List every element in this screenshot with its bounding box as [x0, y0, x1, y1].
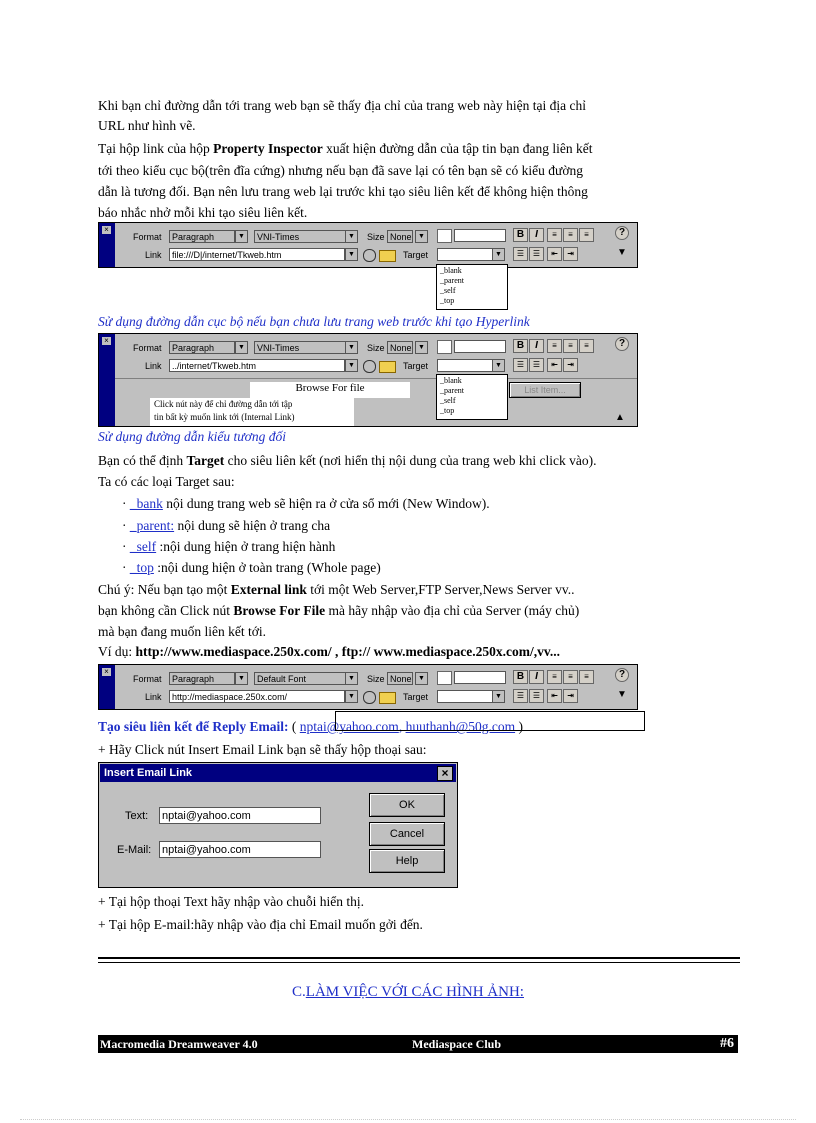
format-select[interactable]: Paragraph [169, 341, 235, 354]
ordered-list-icon[interactable]: ☰ [529, 689, 544, 703]
format-label: Format [133, 232, 162, 242]
intro-line-2: URL như hình vẽ. [98, 118, 196, 133]
target-option[interactable]: _blank [440, 266, 462, 275]
size-select[interactable]: None [387, 230, 413, 243]
cancel-button[interactable]: Cancel [369, 822, 445, 846]
list-item-button[interactable]: List Item... [509, 382, 581, 398]
email-frame [335, 711, 645, 731]
intro-line-3: Tại hộp link của hộp Property Inspector xuất hiện đường dẫn của tập tin bạn đang liên kết [98, 141, 593, 156]
external-line-3: mà bạn đang muốn liên kết tới. [98, 624, 266, 639]
chevron-down-icon[interactable]: ▼ [492, 690, 505, 703]
link-input[interactable]: ../internet/Tkweb.htm [169, 359, 345, 372]
unordered-list-icon[interactable]: ☰ [513, 689, 528, 703]
size-label: Size [367, 232, 385, 242]
email-link-2[interactable]: huuthanh@50g.com [405, 719, 516, 734]
link-label: Link [145, 692, 162, 702]
link-input[interactable]: http://mediaspace.250x.com/ [169, 690, 345, 703]
target-label: Target [403, 361, 429, 371]
target-option[interactable]: _self [440, 396, 456, 405]
format-label: Format [133, 674, 162, 684]
chevron-down-icon[interactable]: ▼ [415, 230, 428, 243]
section-heading: C.LÀM VIỆC VỚI CÁC HÌNH ẢNH: [292, 984, 524, 1000]
unordered-list-icon[interactable]: ☰ [513, 247, 528, 261]
chevron-down-icon[interactable]: ▼ [235, 672, 248, 685]
target-label: Target [403, 692, 429, 702]
chevron-down-icon[interactable]: ▼ [345, 690, 358, 703]
bold-button[interactable]: B [513, 339, 528, 353]
indent-icon[interactable]: ⇥ [563, 358, 578, 372]
size-label: Size [367, 674, 385, 684]
indent-icon[interactable]: ⇥ [563, 689, 578, 703]
unordered-list-icon[interactable]: ☰ [513, 358, 528, 372]
bold-button[interactable]: B [513, 228, 528, 242]
divider [98, 962, 740, 963]
size-label: Size [367, 343, 385, 353]
ordered-list-icon[interactable]: ☰ [529, 358, 544, 372]
browse-note: Click nút này để chỉ đường dẫn tới tập tin bất kỳ muốn link tới (Internal Link) [150, 398, 354, 426]
outdent-icon[interactable]: ⇤ [547, 689, 562, 703]
link-label: Link [145, 250, 162, 260]
help-icon[interactable]: ? [615, 226, 629, 240]
color-swatch[interactable] [437, 671, 452, 685]
point-to-file-icon[interactable] [363, 360, 376, 373]
italic-button[interactable]: I [529, 228, 544, 242]
link-label: Link [145, 361, 162, 371]
text-input[interactable]: nptai@yahoo.com [159, 807, 321, 824]
target-item-self: · _self :nội dung hiện ở trang hiện hành [122, 539, 336, 554]
close-icon[interactable]: × [102, 226, 111, 234]
italic-button[interactable]: I [529, 339, 544, 353]
close-icon[interactable]: × [437, 766, 453, 781]
browse-callout: Browse For file [250, 382, 410, 398]
email-label: E-Mail: [117, 844, 152, 856]
target-types-heading: Ta có các loại Target sau: [98, 474, 235, 489]
font-select[interactable]: VNI-Times [254, 341, 347, 354]
target-option[interactable]: _parent [440, 276, 464, 285]
indent-icon[interactable]: ⇥ [563, 247, 578, 261]
align-left-icon[interactable]: ≡ [547, 228, 562, 242]
expand-arrow-icon[interactable]: ▼ [617, 247, 627, 258]
color-input[interactable] [454, 340, 506, 353]
text-label: Text: [125, 810, 149, 822]
align-left-icon[interactable]: ≡ [547, 339, 562, 353]
help-icon[interactable]: ? [615, 337, 629, 351]
target-dropdown-1 [436, 264, 508, 310]
color-swatch[interactable] [437, 340, 452, 354]
external-line-2: bạn không cần Click nút Browse For File mà hãy nhập vào địa chỉ của Server (máy chủ) [98, 603, 580, 618]
intro-line-5: dẫn là tương đối. Bạn nên lưu trang web lại trước khi tạo siêu liên kết để không hiện thông [98, 184, 588, 199]
chevron-down-icon[interactable]: ▼ [492, 359, 505, 372]
close-icon[interactable]: × [102, 668, 111, 676]
intro-line-4: tới theo kiểu cục bộ(trên đĩa cứng) nhưng nếu bạn đã save lại có tên bạn sẽ có kiểu đường [98, 163, 583, 178]
align-right-icon[interactable]: ≡ [579, 228, 594, 242]
color-input[interactable] [454, 229, 506, 242]
align-center-icon[interactable]: ≡ [563, 339, 578, 353]
target-item-blank: · _bank nội dung trang web sẽ hiện ra ở cửa sổ mới (New Window). [122, 496, 490, 511]
folder-icon[interactable] [379, 250, 396, 262]
chevron-down-icon[interactable]: ▼ [415, 341, 428, 354]
email-link-1[interactable]: nptai@yahoo.com [299, 719, 399, 734]
align-center-icon[interactable]: ≡ [563, 670, 578, 684]
outdent-icon[interactable]: ⇤ [547, 358, 562, 372]
bold-button[interactable]: B [513, 670, 528, 684]
external-line-1: Chú ý: Nếu bạn tạo một External link tới một Web Server,FTP Server,News Server vv.. [98, 582, 575, 597]
email-input[interactable]: nptai@yahoo.com [159, 841, 321, 858]
caption-2: Sử dụng đường dẫn kiểu tương đối [98, 429, 286, 444]
chevron-down-icon[interactable]: ▼ [415, 672, 428, 685]
outdent-icon[interactable]: ⇤ [547, 247, 562, 261]
divider [98, 957, 740, 959]
ordered-list-icon[interactable]: ☰ [529, 247, 544, 261]
property-inspector-1 [98, 222, 638, 268]
folder-icon[interactable] [379, 692, 396, 704]
example-line: Ví dụ: http://www.mediaspace.250x.com/ , ftp:// www.mediaspace.250x.com/,vv... [98, 644, 561, 659]
target-option[interactable]: _self [440, 286, 456, 295]
target-intro: Bạn có thể định Target cho siêu liên kết (nơi hiển thị nội dung của trang web khi click vào). [98, 453, 597, 468]
property-inspector-3 [98, 664, 638, 710]
after-line-1: + Tại hộp thoại Text hãy nhập vào chuỗi hiển thị. [98, 894, 364, 909]
target-item-parent: · _parent: nội dung sẽ hiện ở trang cha [122, 518, 331, 533]
reply-email-line: Tạo siêu liên kết để Reply Email: ( nptai@yahoo.com, huuthanh@50g.com ) [98, 719, 523, 734]
target-label: Target [403, 250, 429, 260]
color-input[interactable] [454, 671, 506, 684]
font-select[interactable]: Default Font [254, 672, 347, 685]
email-instruction: + Hãy Click nút Insert Email Link bạn sẽ thấy hộp thoại sau: [98, 742, 427, 757]
target-item-top: · _top :nội dung hiện ở toàn trang (Whole page) [122, 560, 381, 575]
page-number: #6 [720, 1036, 734, 1051]
italic-button[interactable]: I [529, 670, 544, 684]
target-dropdown-2 [436, 374, 508, 420]
page-footer [98, 1035, 738, 1053]
after-line-2: + Tại hộp E-mail:hãy nhập vào địa chỉ Email muốn gởi đến. [98, 917, 423, 932]
chevron-down-icon[interactable]: ▼ [345, 341, 358, 354]
chevron-down-icon[interactable]: ▼ [345, 230, 358, 243]
point-to-file-icon[interactable] [363, 691, 376, 704]
folder-icon[interactable] [379, 361, 396, 373]
insert-email-dialog [98, 762, 458, 888]
close-icon[interactable]: × [102, 337, 111, 345]
format-select[interactable]: Paragraph [169, 672, 235, 685]
chevron-down-icon[interactable]: ▼ [235, 341, 248, 354]
size-select[interactable]: None [387, 341, 413, 354]
link-input[interactable]: file:///D|/internet/Tkweb.htm [169, 248, 345, 261]
footer-left: Macromedia Dreamweaver 4.0 [100, 1037, 258, 1051]
chevron-down-icon[interactable]: ▼ [345, 248, 358, 261]
target-option[interactable]: _parent [440, 386, 464, 395]
font-select[interactable]: VNI-Times [254, 230, 347, 243]
size-select[interactable]: None [387, 672, 413, 685]
chevron-down-icon[interactable]: ▼ [345, 672, 358, 685]
align-center-icon[interactable]: ≡ [563, 228, 578, 242]
target-option[interactable]: _top [440, 296, 455, 305]
point-to-file-icon[interactable] [363, 249, 376, 262]
intro-line-1: Khi bạn chỉ đường dẫn tới trang web bạn sẽ thấy địa chỉ của trang web này hiện tại địa chỉ [98, 98, 586, 113]
color-swatch[interactable] [437, 229, 452, 243]
footer-center: Mediaspace Club [412, 1037, 502, 1051]
target-option[interactable]: _blank [440, 376, 462, 385]
help-icon[interactable]: ? [615, 668, 629, 682]
page-edge [20, 1119, 796, 1120]
align-right-icon[interactable]: ≡ [579, 670, 594, 684]
target-option[interactable]: _top [440, 406, 455, 415]
dialog-title-bar: Insert Email Link × [100, 764, 456, 782]
ok-button[interactable]: OK [369, 793, 445, 817]
align-left-icon[interactable]: ≡ [547, 670, 562, 684]
chevron-down-icon[interactable]: ▼ [492, 248, 505, 261]
caption-1: Sử dụng đường dẫn cục bộ nếu bạn chưa lưu trang web trước khi tạo Hyperlink [98, 314, 530, 329]
intro-line-6: báo nhắc nhở mỗi khi tạo siêu liên kết. [98, 205, 308, 220]
help-button[interactable]: Help [369, 849, 445, 873]
align-right-icon[interactable]: ≡ [579, 339, 594, 353]
format-select[interactable]: Paragraph [169, 230, 235, 243]
expand-arrow-icon[interactable]: ▼ [617, 689, 627, 700]
format-label: Format [133, 343, 162, 353]
collapse-arrow-icon[interactable]: ▲ [615, 412, 625, 423]
chevron-down-icon[interactable]: ▼ [345, 359, 358, 372]
chevron-down-icon[interactable]: ▼ [235, 230, 248, 243]
